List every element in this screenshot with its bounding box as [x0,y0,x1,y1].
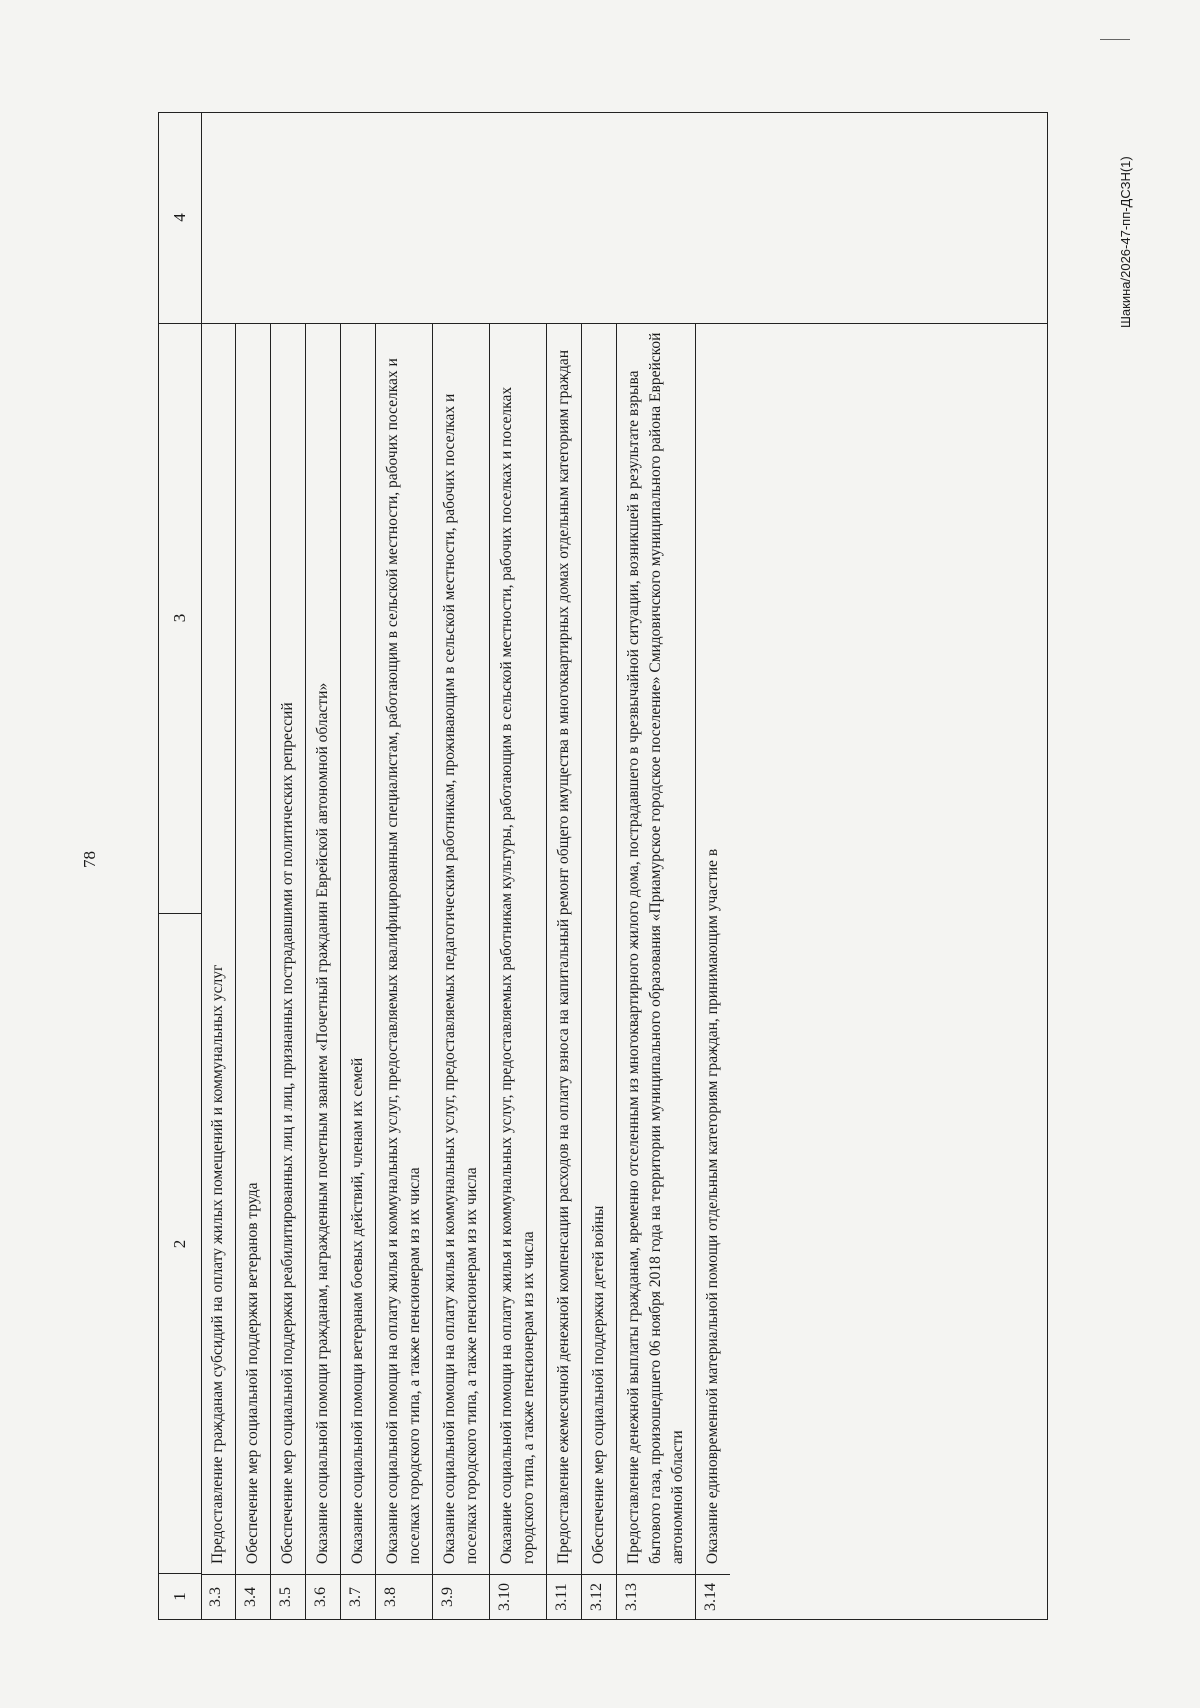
header-col-4: 4 [159,112,201,324]
row-number: 3.10 [490,1574,546,1619]
row-description: Оказание социальной помощи на оплату жилья и коммунальных услуг, предоставляемых педагогическим работникам, проживающим в сельской местности, рабочих поселках и поселках городского типа, а также пенсионерам из их числа [441,393,480,1564]
row-description: Обеспечение мер социальной поддержки реабилитированных лиц и лиц, признанных пострадавшими от политических репрессий [279,702,296,1564]
row-number: 3.12 [582,1574,616,1619]
table-row [547,324,582,1619]
scan-mark [1100,39,1130,40]
table-row [433,324,490,1619]
page-number: 78 [80,851,99,868]
row-description: Предоставление гражданам субсидий на оплату жилых помещений и коммунальных услуг [209,964,226,1564]
header-col-2: 2 [170,1239,189,1249]
row-number: 3.8 [376,1574,432,1619]
table-row [271,324,306,1619]
table-header-row [159,113,202,1619]
row-number: 3.14 [696,1574,730,1619]
row-number: 3.6 [306,1574,340,1619]
row-number: 3.5 [271,1574,305,1619]
table-row [582,324,617,1619]
table-body [201,324,730,1619]
row-number: 3.3 [201,1574,235,1619]
row-description: Оказание социальной помощи на оплату жилья и коммунальных услуг, предоставляемых работникам культуры, работающим в сельской местности, рабочих поселках и поселках городского типа, а также пенсионерам из их числа [498,386,537,1564]
document-code: Шакина/2026-47-пп-ДСЗН(1) [1118,156,1133,328]
row-description: Оказание социальной помощи ветеранам боевых действий, членам их семей [349,1057,366,1564]
row-description: Обеспечение мер социальной поддержки детей войны [590,1205,607,1564]
table-row [341,324,376,1619]
table-row [490,324,547,1619]
header-col-3: 3 [159,323,201,914]
table-row [236,324,271,1619]
row-description: Оказание социальной помощи на оплату жилья и коммунальных услуг, предоставляемых квалифицированным специалистам, работающим в сельской местности, рабочих поселках и поселках городского типа, а также пенсионерам из их числа [384,358,423,1564]
column-4-empty [201,323,1047,324]
table-row [696,324,730,1619]
row-number: 3.9 [433,1574,489,1619]
row-description: Обеспечение мер социальной поддержки ветеранов труда [244,1182,261,1564]
row-description: Предоставление ежемесячной денежной компенсации расходов на оплату взноса на капитальный ремонт общего имущества в многоквартирных домах отдельным категориям граждан [555,349,572,1564]
table-row [617,324,696,1619]
table-row [306,324,341,1619]
row-number: 3.4 [236,1574,270,1619]
table-row [201,324,236,1619]
row-number: 3.13 [617,1574,695,1619]
row-number: 3.7 [341,1574,375,1619]
row-number: 3.11 [547,1574,581,1619]
table-row [376,324,433,1619]
row-description: Оказание социальной помощи гражданам, награжденным почетным званием «Почетный гражданин Еврейской автономной области» [314,682,331,1564]
row-description: Предоставление денежной выплаты гражданам, временно отселенным из многоквартирного жилого дома, пострадавшего в чрезвычайной ситуации, возникшей в результате взрыва бытового газа, произошедшего 06 ноября 2018 года на территории муниципального образования «Приамурское городское поселение» Смидовичского муниципального района Еврейской автономной области [625,332,686,1564]
row-description: Оказание единовременной материальной помощи отдельным категориям граждан, принимающим участие в [704,848,721,1564]
header-col-1: 1 [159,1573,201,1619]
program-table [158,112,1048,1620]
